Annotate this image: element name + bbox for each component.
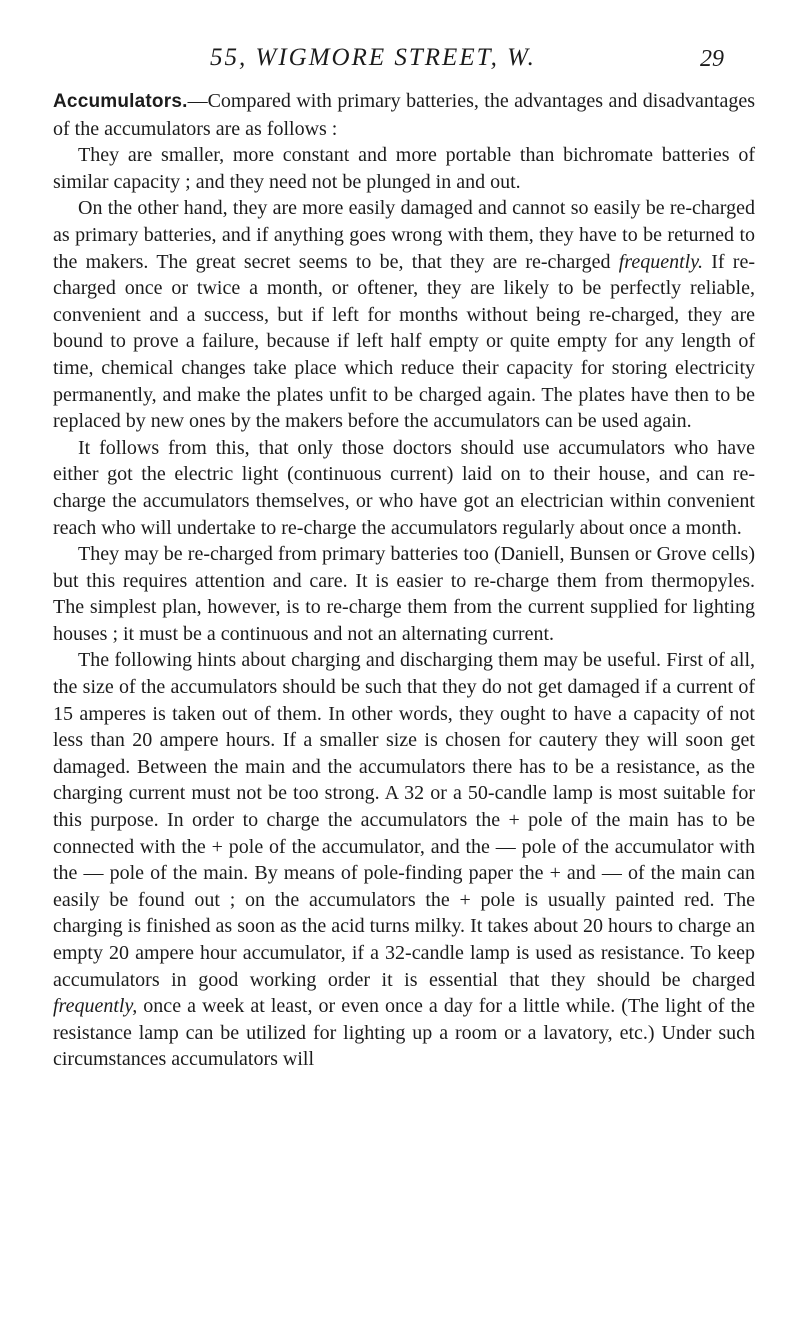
paragraph [53,647,755,1073]
paragraph [53,195,755,434]
paragraph [53,142,755,195]
emphasis-text: frequently, [53,995,138,1018]
page-number: 29 [700,46,724,72]
paragraph-text: On the other hand, they are more easily damaged and cannot so easily be re-charged as primary batteries, and if anything goes wrong with them, they have to be returned to the makers. The great secret seems to be, that they are re-charged [53,197,755,273]
body-text [53,88,755,1073]
paragraph [53,435,755,541]
paragraph-text: If re-charged once or twice a month, or oftener, they are likely to be perfectly reliable, convenient and a success, but if left for months without being re-charged, they are bound to prove a failure, because if left half empty or quite empty for any length of time, chemical changes take place which reduce their capacity for storing electricity permanently, and make the plates unfit to be charged again. The plates have then to be replaced by new ones by the makers before the accumulators can be used again. [53,250,755,433]
paragraph-text: —Compared with primary batteries, the advantages and disadvantages of the accumulators are as follows : [53,90,755,140]
paragraph [53,541,755,647]
paragraph-text: They are smaller, more constant and more portable than bichromate batteries of similar capacity ; and they need not be plunged in and out. [53,144,755,193]
paragraph-text: It follows from this, that only those doctors should use accumulators who have either got the electric light (continuous current) laid on to their house, and can re-charge the accumulators themselves, or who have got an electrician within convenient reach who will undertake to re-charge the accumulators regularly about once a month. [53,436,755,539]
paragraph-text: They may be re-charged from primary batteries too (Daniell, Bunsen or Grove cells) but this requires attention and care. It is easier to re-charge them from thermopyles. The simplest plan, however, is to re-charge them from the current supplied for lighting houses ; it must be a continuous and not an alternating current. [53,543,755,645]
paragraph-text: once a week at least, or even once a day for a little while. (The light of the resistance lamp can be utilized for lighting up a room or a lavatory, etc.) Under such circumstances accumulators will [53,995,755,1071]
paragraph-text: The following hints about charging and discharging them may be useful. First of all, the size of the accumulators should be such that they do not get damaged if a current of 15 amperes is taken out of them. In other words, they ought to have a capacity of not less than 20 ampere hours. If a smaller size is chosen for cautery they will soon get damaged. Between the main and the accumulators there has to be a resistance, as the charging current must not be too strong. A 32 or a 50-candle lamp is most suitable for this purpose. In order to charge the accumulators the + pole of the main has to be connected with the + pole of the accumulator, and the — pole of the accumulator with the — pole of the main. By means of pole-finding paper the + and — of the main can easily be found out ; on the accumulators the + pole is usually painted red. The charging is finished as soon as the acid turns milky. It takes about 20 hours to charge an empty 20 ampere hour accumulator, if a 32-candle lamp is used as resistance. To keep accumulators in good working order it is essential that they should be charged [53,649,755,991]
running-head [0,44,801,80]
running-head-title: 55, WIGMORE STREET, W. [210,44,536,71]
emphasis-text: frequently. [618,250,703,273]
paragraph [53,88,755,142]
section-heading: Accumulators. [53,91,188,112]
